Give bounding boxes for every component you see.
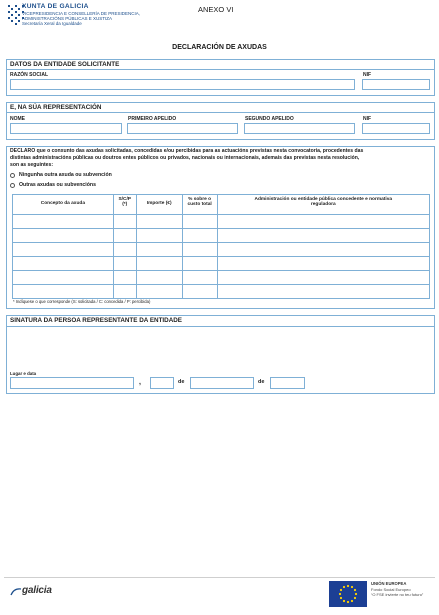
table-row[interactable]	[13, 285, 430, 299]
col-pct	[182, 195, 217, 215]
ministry-line-1: VICEPRESIDENCIA E CONSELLERÍA DE PRESIDENCIA,	[22, 11, 141, 16]
razon-social-field[interactable]	[10, 79, 355, 90]
segundo-apelido-label: SEGUNDO APELIDO	[245, 116, 294, 122]
table-row[interactable]	[13, 271, 430, 285]
eu-stars-icon	[329, 581, 367, 607]
year-field[interactable]	[270, 377, 305, 389]
signature-title: SINATURA DA PERSOA REPRESENTANTE DA ENTIDADE	[10, 317, 183, 324]
xunta-name: XUNTA DE GALICIA	[22, 3, 89, 10]
radio-none-label: Ningunha outra axuda ou subvención	[19, 172, 112, 178]
representative-nif-label: NIF	[363, 116, 372, 122]
day-field[interactable]	[150, 377, 174, 389]
footer-rule	[4, 577, 435, 578]
galicia-wordmark: galicia	[22, 585, 52, 596]
ministry-line-2: ADMINISTRACIÓNS PÚBLICAS E XUSTIZA	[22, 16, 113, 21]
applicant-title-rule	[6, 69, 435, 70]
eu-fund: Fondo Social Europeo	[371, 587, 411, 592]
col-importe-text: Importe (€)	[146, 201, 172, 206]
applicant-nif-field[interactable]	[362, 79, 430, 90]
segundo-apelido-field[interactable]	[244, 123, 355, 134]
radio-other[interactable]	[10, 183, 15, 188]
col-pct-text: % sobre o	[188, 197, 212, 202]
declaration-line-3: son as seguintes:	[10, 162, 54, 168]
de-label-2: de	[258, 379, 265, 385]
place-date-label: Lugar e data	[10, 371, 37, 376]
eu-flag	[329, 581, 367, 607]
applicant-nif-label: NIF	[363, 72, 372, 78]
galicia-swoosh-icon	[10, 587, 22, 597]
col-admin-text: Administración ou entidade pública concedente e normativa	[254, 197, 393, 202]
col-concepto	[13, 195, 114, 215]
razon-social-label: RAZÓN SOCIAL	[10, 72, 49, 78]
representative-title: E, NA SÚA REPRESENTACIÓN	[10, 104, 102, 111]
primeiro-apelido-field[interactable]	[127, 123, 238, 134]
table-row[interactable]	[13, 215, 430, 229]
aid-table-header	[13, 195, 430, 215]
representative-nif-field[interactable]	[362, 123, 430, 134]
applicant-title: DATOS DA ENTIDADE SOLICITANTE	[10, 61, 120, 68]
col-scp	[113, 195, 136, 215]
declaration-text-1: DECLARO que o conxunto das axudas solicitadas, concedidas e/ou percibidas para as actuacións previstas nesta convocatoria, procedentes das	[10, 148, 364, 154]
nome-field[interactable]	[10, 123, 122, 134]
col-concepto-text: Concepto da axuda	[40, 201, 85, 206]
representative-title-rule	[6, 112, 435, 113]
de-label-1: de	[178, 379, 185, 385]
table-row[interactable]	[13, 257, 430, 271]
table-footnote: * Indíquese o que corresponde (S: solicitada / C: concedida / P: percibida)	[13, 299, 151, 304]
col-pct-text-2: custo total	[187, 202, 212, 207]
place-field[interactable]	[10, 377, 134, 389]
col-scp-text-2: (*)	[122, 202, 128, 207]
radio-other-label: Outras axudas ou subvencións	[19, 182, 96, 188]
declaration-line-2: distintas administracións públicas ou doutros entes públicos ou privados, nacionais ou internacionais, ademais das previstas nesta resolución,	[10, 155, 360, 161]
col-importe	[136, 195, 182, 215]
nome-label: NOME	[10, 116, 25, 122]
month-field[interactable]	[190, 377, 254, 389]
document-title: DECLARACIÓN DE AXUDAS	[172, 44, 267, 51]
col-scp-text: S/C/P	[118, 197, 131, 202]
table-row[interactable]	[13, 243, 430, 257]
table-row[interactable]	[13, 229, 430, 243]
primeiro-apelido-label: PRIMEIRO APELIDO	[128, 116, 177, 122]
col-admin	[217, 195, 429, 215]
comma-separator: ,	[139, 379, 141, 386]
eu-title: UNIÓN EUROPEA	[371, 581, 407, 586]
eu-motto: “O FSE invierte no teu futuro”	[371, 592, 424, 597]
declaration-line-1	[10, 148, 363, 154]
signature-title-rule	[6, 326, 435, 327]
col-admin-text-2: reguladora	[310, 202, 336, 207]
annex-label: ANEXO VI	[198, 5, 234, 14]
ministry-line-3: Secretaría Xeral da Igualdade	[22, 21, 82, 26]
aid-table	[12, 194, 430, 299]
radio-none[interactable]	[10, 173, 15, 178]
